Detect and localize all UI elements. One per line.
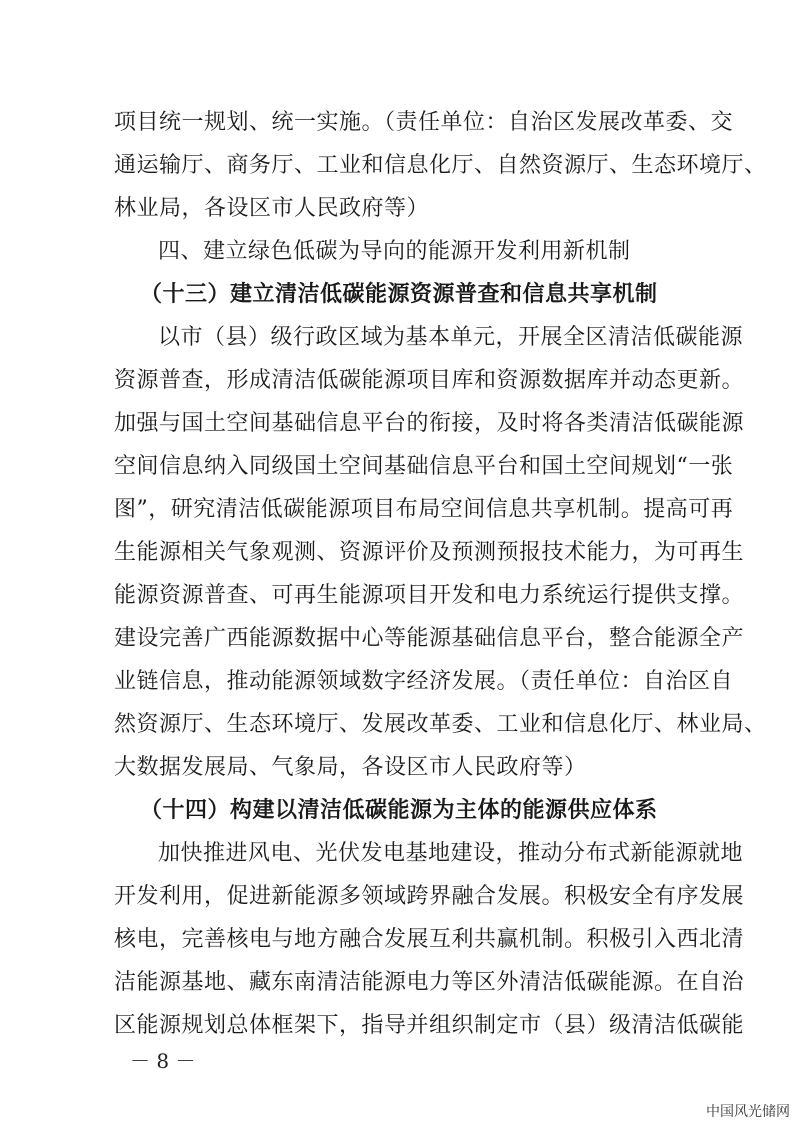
- para2-line-9: 业链信息，推动能源领域数字经济发展。（责任单位：自治区自: [114, 669, 734, 694]
- para2-line-6: 生能源相关气象观测、资源评价及预测预报技术能力，为可再生: [114, 540, 745, 565]
- para2-line-4: 空间信息纳入同级国土空间基础信息平台和国土空间规划“一张: [114, 454, 734, 479]
- para1-line-1: 项目统一规划、统一实施。（责任单位：自治区发展改革委、交: [114, 110, 734, 135]
- para2-line-3: 加强与国土空间基础信息平台的衔接，及时将各类清洁低碳能源: [114, 411, 745, 436]
- para3-line-4: 洁能源基地、藏东南清洁能源电力等区外清洁低碳能源。在自治: [114, 970, 745, 995]
- para2-line-8: 建设完善广西能源数据中心等能源基础信息平台，整合能源全产: [114, 626, 745, 651]
- para3-line-5: 区能源规划总体框架下，指导并组织制定市（县）级清洁低碳能: [114, 1013, 745, 1038]
- para2-line-10: 然资源厅、生态环境厅、发展改革委、工业和信息化厅、林业局、: [114, 712, 767, 737]
- page-number: － 8 －: [130, 1049, 196, 1073]
- para2-line-5: 图”，研究清洁低碳能源项目布局空间信息共享机制。提高可再: [114, 497, 734, 522]
- subsection-heading-14: （十四）构建以清洁低碳能源为主体的能源供应体系: [140, 798, 658, 823]
- subsection-heading-13: （十三）建立清洁低碳能源资源普查和信息共享机制: [140, 282, 658, 307]
- para1-line-3: 林业局，各设区市人民政府等）: [114, 196, 430, 221]
- para2-line-7: 能源资源普查、可再生能源项目开发和电力系统运行提供支撑。: [114, 583, 745, 608]
- para3-line-2: 开发利用，促进新能源多领域跨界融合发展。积极安全有序发展: [114, 884, 745, 909]
- para3-line-3: 核电，完善核电与地方融合发展互利共赢机制。积极引入西北清: [114, 927, 745, 952]
- para1-line-2: 通运输厅、商务厅、工业和信息化厅、自然资源厅、生态环境厅、: [114, 153, 767, 178]
- section-heading: 四、建立绿色低碳为导向的能源开发利用新机制: [158, 239, 631, 264]
- para2-line-1: 以市（县）级行政区域为基本单元，开展全区清洁低碳能源: [158, 325, 744, 350]
- para2-line-11: 大数据发展局、气象局，各设区市人民政府等）: [114, 755, 587, 780]
- watermark-text: 中国风光储网: [706, 1104, 790, 1120]
- para3-line-1: 加快推进风电、光伏发电基地建设，推动分布式新能源就地: [158, 841, 744, 866]
- para2-line-2: 资源普查，形成清洁低碳能源项目库和资源数据库并动态更新。: [114, 368, 745, 393]
